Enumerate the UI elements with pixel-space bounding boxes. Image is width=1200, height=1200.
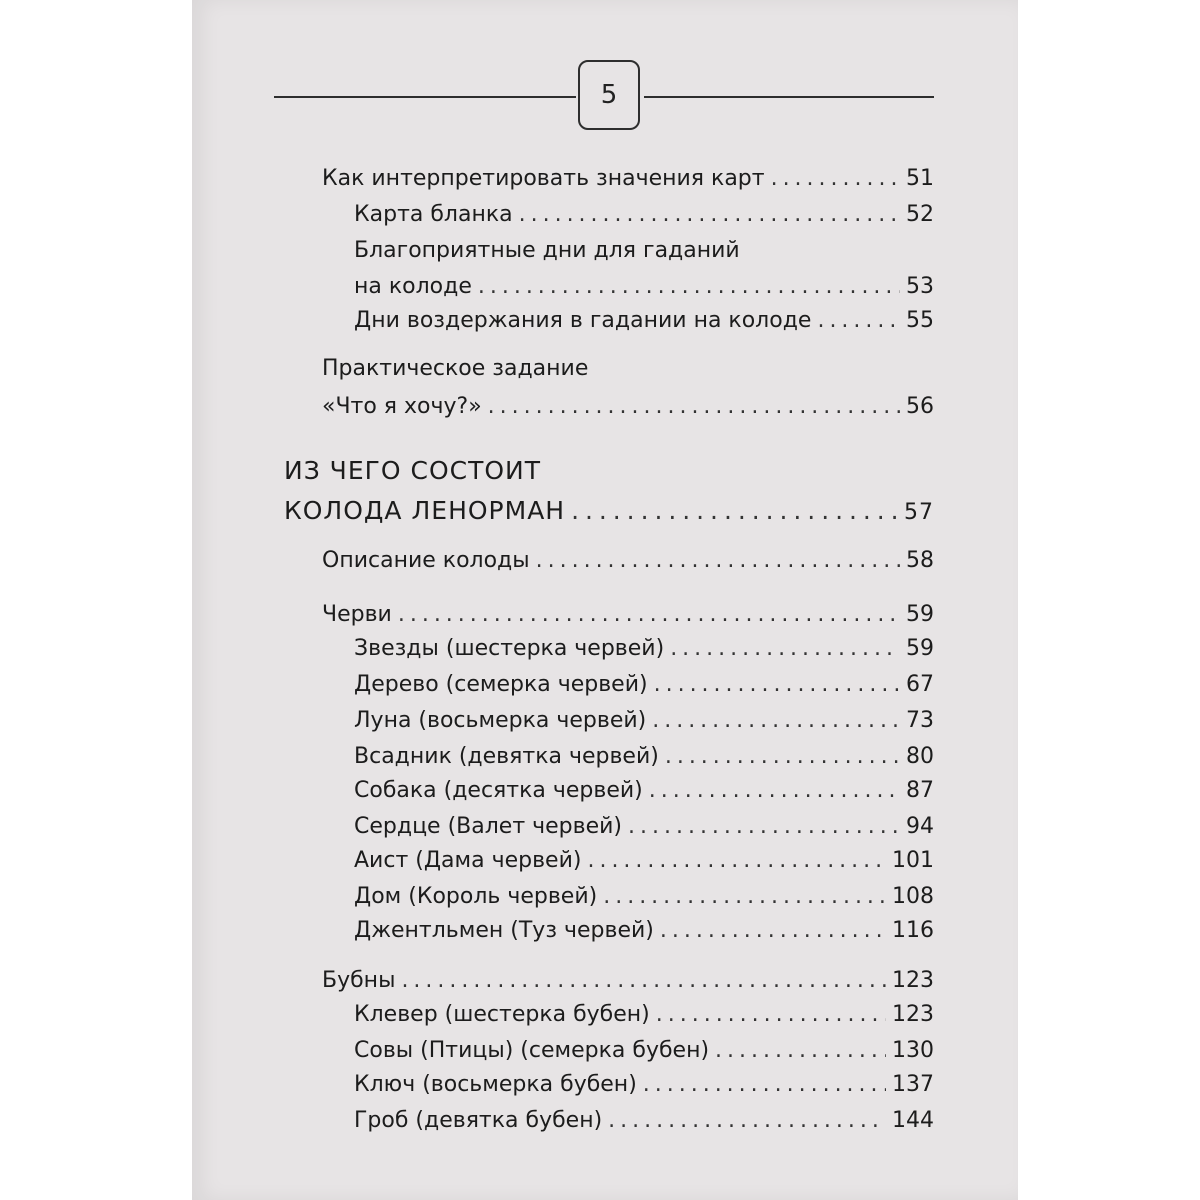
toc-entry-title: Клевер (шестерка бубен) bbox=[354, 1002, 650, 1027]
toc-entry-page: 137 bbox=[892, 1072, 934, 1097]
toc-leader bbox=[649, 776, 900, 806]
toc-entry-title: Как интерпретировать значения карт bbox=[322, 166, 765, 191]
toc-entry-page: 144 bbox=[892, 1108, 934, 1133]
toc-leader bbox=[771, 164, 900, 194]
toc-entry-page: 116 bbox=[892, 918, 934, 943]
toc-leader bbox=[817, 306, 900, 336]
toc-entry bbox=[354, 706, 934, 736]
toc-leader bbox=[603, 882, 886, 912]
toc-entry-page: 51 bbox=[906, 166, 934, 191]
toc-entry-title: Черви bbox=[322, 602, 392, 627]
toc-leader bbox=[536, 546, 900, 576]
toc-entry-title: Дни воздержания в гадании на колоде bbox=[354, 308, 812, 333]
toc-entry-title: Сердце (Валет червей) bbox=[354, 814, 623, 839]
toc-entry-title: «Что я хочу?» bbox=[322, 394, 482, 419]
toc-entry-page: 94 bbox=[906, 814, 934, 839]
section-heading: ИЗ ЧЕГО СОСТОИТ bbox=[284, 456, 541, 485]
toc-entry bbox=[322, 600, 934, 630]
toc-entry bbox=[322, 546, 934, 576]
toc-entry-title: Аист (Дама червей) bbox=[354, 848, 582, 873]
toc-entry bbox=[354, 776, 934, 806]
toc-entry bbox=[354, 306, 934, 336]
toc-entry-title: Дом (Король червей) bbox=[354, 884, 598, 909]
toc-entry bbox=[354, 882, 934, 912]
toc-entry bbox=[322, 966, 934, 996]
toc-entry-page: 73 bbox=[906, 708, 934, 733]
toc-entry-page: 101 bbox=[892, 848, 934, 873]
toc-entry-title: Бубны bbox=[322, 968, 396, 993]
toc-leader bbox=[519, 200, 900, 230]
toc-leader bbox=[401, 966, 886, 996]
toc-entry bbox=[354, 1070, 934, 1100]
page-number: 5 bbox=[578, 60, 640, 130]
toc-entry bbox=[354, 812, 934, 842]
toc-entry bbox=[354, 670, 934, 700]
toc-leader bbox=[628, 812, 900, 842]
toc-leader bbox=[660, 916, 886, 946]
toc-entry-page: 123 bbox=[892, 968, 934, 993]
toc-entry bbox=[322, 392, 934, 422]
toc-leader bbox=[715, 1036, 886, 1066]
toc-entry bbox=[354, 916, 934, 946]
toc-entry-page: 130 bbox=[892, 1038, 934, 1063]
toc-entry-page: 53 bbox=[906, 274, 934, 299]
toc-entry-title: Ключ (восьмерка бубен) bbox=[354, 1072, 637, 1097]
toc-leader bbox=[608, 1106, 886, 1136]
toc-entry-page: 123 bbox=[892, 1002, 934, 1027]
toc-entry-page: 57 bbox=[904, 500, 934, 525]
toc-leader bbox=[587, 846, 886, 876]
toc-leader bbox=[656, 1000, 886, 1030]
toc-entry-title: Карта бланка bbox=[354, 202, 513, 227]
toc-leader bbox=[652, 706, 900, 736]
toc-entry-title: Описание колоды bbox=[322, 548, 530, 573]
toc-entry-title: Практическое задание bbox=[322, 356, 589, 381]
toc-entry-page: 56 bbox=[906, 394, 934, 419]
toc-entry bbox=[354, 846, 934, 876]
toc-entry bbox=[354, 272, 934, 302]
book-page bbox=[192, 0, 1018, 1200]
section-heading: КОЛОДА ЛЕНОРМАН bbox=[284, 496, 566, 525]
toc-entry-page: 87 bbox=[906, 778, 934, 803]
toc-entry bbox=[354, 1000, 934, 1030]
toc-entry-page: 59 bbox=[906, 636, 934, 661]
toc-entry bbox=[354, 742, 934, 772]
toc-entry-title: Всадник (девятка червей) bbox=[354, 744, 659, 769]
toc-leader bbox=[398, 600, 900, 630]
toc-entry bbox=[354, 1036, 934, 1066]
toc-entry-page: 59 bbox=[906, 602, 934, 627]
table-of-contents bbox=[192, 0, 1018, 1200]
toc-entry bbox=[284, 496, 934, 528]
toc-entry bbox=[354, 200, 934, 230]
toc-entry-title: на колоде bbox=[354, 274, 472, 299]
toc-entry-page: 108 bbox=[892, 884, 934, 909]
toc-leader bbox=[571, 496, 898, 526]
toc-leader bbox=[670, 634, 900, 664]
toc-entry-title: Благоприятные дни для гаданий bbox=[354, 238, 740, 263]
toc-entry-title: Совы (Птицы) (семерка бубен) bbox=[354, 1038, 710, 1063]
toc-entry-page: 58 bbox=[906, 548, 934, 573]
toc-entry-title: Собака (десятка червей) bbox=[354, 778, 643, 803]
toc-entry bbox=[322, 164, 934, 194]
toc-leader bbox=[665, 742, 900, 772]
toc-entry bbox=[354, 634, 934, 664]
toc-leader bbox=[643, 1070, 886, 1100]
toc-entry-page: 80 bbox=[906, 744, 934, 769]
toc-leader bbox=[654, 670, 900, 700]
toc-entry-page: 67 bbox=[906, 672, 934, 697]
toc-leader bbox=[488, 392, 900, 422]
toc-entry-title: Звезды (шестерка червей) bbox=[354, 636, 665, 661]
toc-entry-title: Джентльмен (Туз червей) bbox=[354, 918, 654, 943]
toc-leader bbox=[478, 272, 900, 302]
toc-entry-page: 55 bbox=[906, 308, 934, 333]
toc-entry-title: Дерево (семерка червей) bbox=[354, 672, 648, 697]
toc-entry-page: 52 bbox=[906, 202, 934, 227]
toc-entry bbox=[354, 1106, 934, 1136]
toc-entry-title: Луна (восьмерка червей) bbox=[354, 708, 647, 733]
toc-entry-title: Гроб (девятка бубен) bbox=[354, 1108, 603, 1133]
